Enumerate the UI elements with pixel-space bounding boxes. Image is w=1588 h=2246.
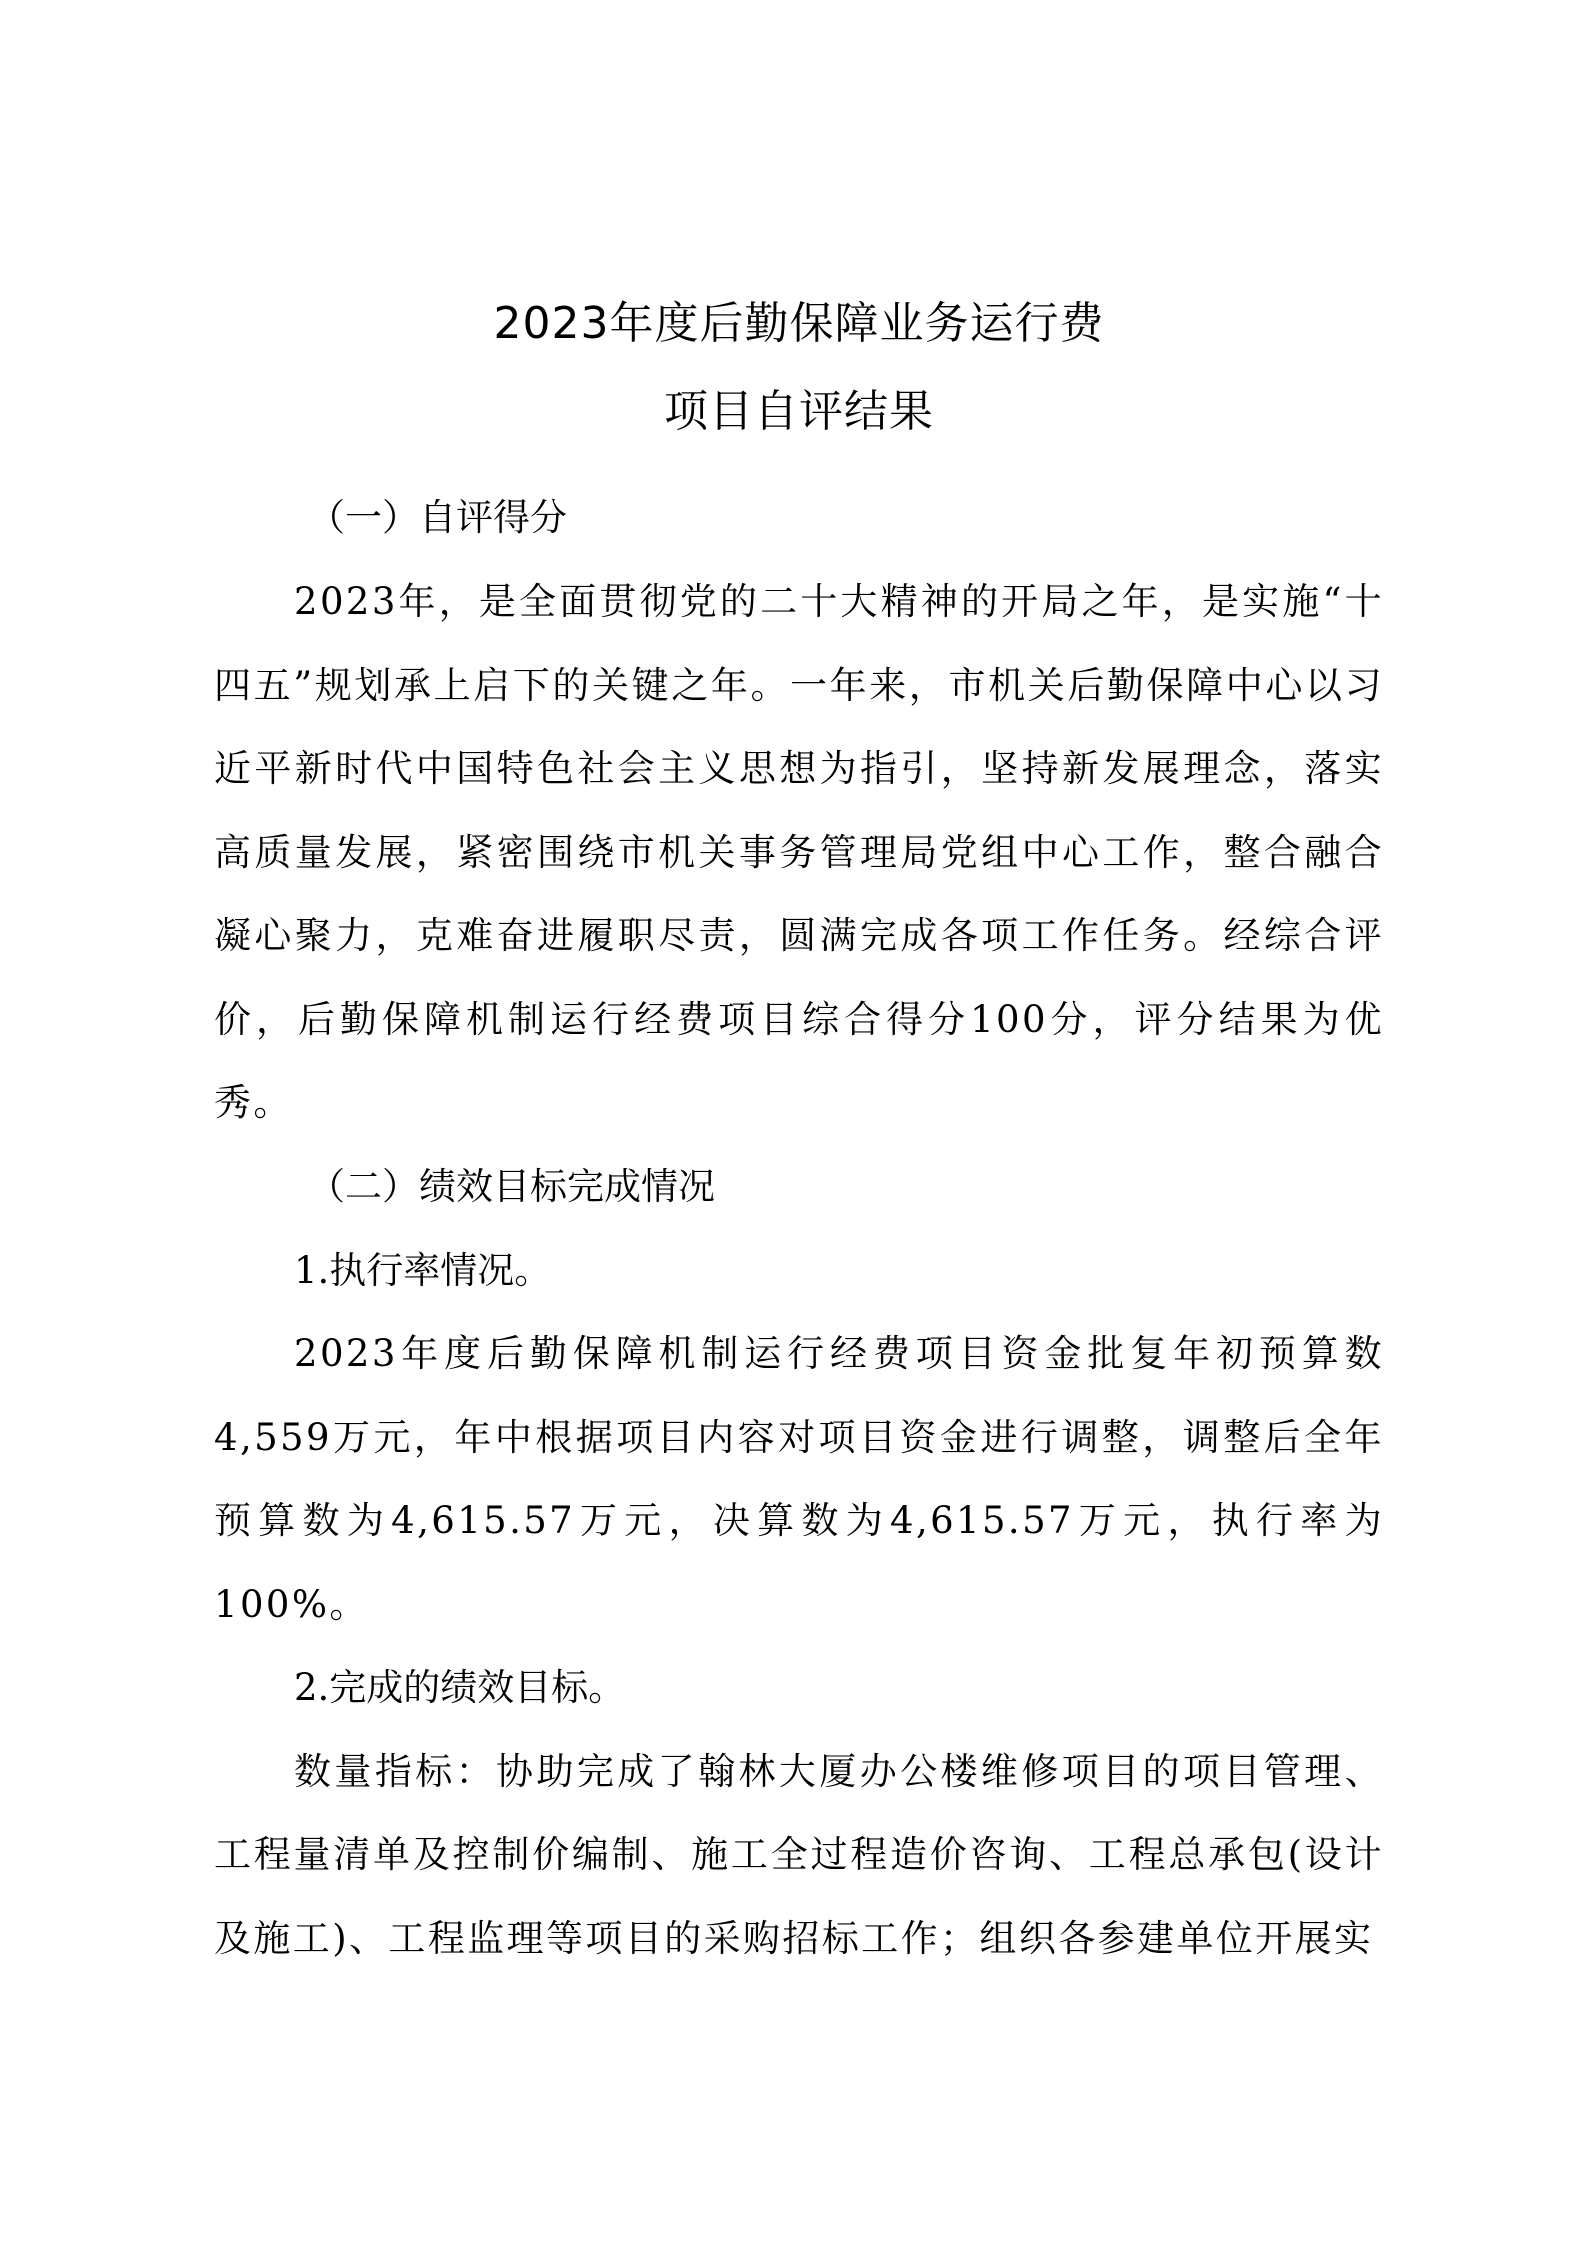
document-title-line2: 项目自评结果 <box>664 386 934 437</box>
document-title-line1: 2023年度后勤保障业务运行费 <box>493 298 1105 349</box>
item2-paragraph: 数量指标：协助完成了翰林大厦办公楼维修项目的项目管理、工程量清单及控制价编制、施工全过程造价咨询、工程总承包(设计及施工)、工程监理等项目的采购招标工作；组织各参建单位开展实 <box>214 1749 1384 1960</box>
item1-paragraph: 2023年度后勤保障机制运行经费项目资金批复年初预算数4,559万元，年中根据项目内容对项目资金进行调整，调整后全年预算数为4,615.57万元，决算数为4,615.57万元，执行率为100%。 <box>214 1332 1384 1626</box>
document-page <box>214 280 1384 1980</box>
section1-paragraph: 2023年，是全面贯彻党的二十大精神的开局之年，是实施“十四五”规划承上启下的关键之年。一年来，市机关后勤保障中心以习近平新时代中国特色社会主义思想为指引，坚持新发展理念，落实高质量发展，紧密围绕市机关事务管理局党组中心工作，整合融合凝心聚力，克难奋进履职尽责，圆满完成各项工作任务。经综合评价，后勤保障机制运行经费项目综合得分100分，评分结果为优秀。 <box>214 580 1384 1124</box>
section1-heading: （一）自评得分 <box>308 496 567 539</box>
section2-heading: （二）绩效目标完成情况 <box>308 1164 715 1208</box>
item2-title: 2.完成的绩效目标。 <box>294 1666 626 1709</box>
item1-title: 1.执行率情况。 <box>294 1248 552 1292</box>
